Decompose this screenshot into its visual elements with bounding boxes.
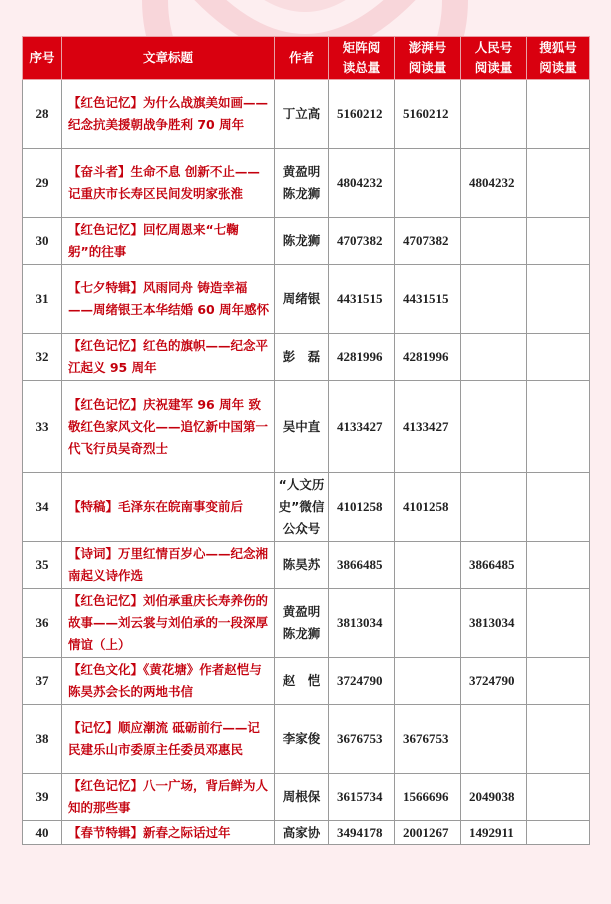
row-no: 28 (23, 80, 62, 149)
renmin-reads (461, 473, 527, 542)
pengpai-reads: 4133427 (395, 381, 461, 473)
author-line: 周绪银 (282, 291, 321, 306)
table-row (23, 542, 590, 589)
article-title: 【记忆】顺应潮流 砥砺前行——记民建乐山市委原主任委员邓惠民 (62, 705, 275, 774)
sohu-reads (527, 589, 590, 658)
author-line: 李家俊 (282, 731, 321, 746)
pengpai-reads: 4431515 (395, 265, 461, 334)
pengpai-reads: 4707382 (395, 218, 461, 265)
article-title: 【红色记忆】回忆周恩来“七鞠躬”的往事 (62, 218, 275, 265)
table-row (23, 473, 590, 542)
sohu-reads (527, 542, 590, 589)
pengpai-reads: 2001267 (395, 821, 461, 845)
article-title: 【红色记忆】刘伯承重庆长寿养伤的故事——刘云裳与刘伯承的一段深厚情谊（上） (62, 589, 275, 658)
row-no: 38 (23, 705, 62, 774)
renmin-reads: 3866485 (461, 542, 527, 589)
author (275, 381, 329, 473)
author-line: 赵 恺 (282, 673, 321, 688)
row-no: 29 (23, 149, 62, 218)
row-no: 30 (23, 218, 62, 265)
pengpai-reads: 1566696 (395, 774, 461, 821)
table-row (23, 334, 590, 381)
pengpai-reads: 4281996 (395, 334, 461, 381)
author-line: 吴中直 (282, 418, 321, 434)
matrix-total: 3676753 (329, 705, 395, 774)
article-title: 【诗词】万里红情百岁心——纪念湘南起义诗作选 (62, 542, 275, 589)
article-title: 【红色记忆】庆祝建军 96 周年 致敬红色家风文化——追忆新中国第一代飞行员吴奇烈士 (62, 381, 275, 473)
row-no: 32 (23, 334, 62, 381)
row-no: 33 (23, 381, 62, 473)
pengpai-reads (395, 542, 461, 589)
sohu-reads (527, 218, 590, 265)
author-line: 丁立高 (282, 106, 321, 121)
renmin-reads (461, 218, 527, 265)
header-renmin: 人民号 阅读量 (461, 37, 527, 80)
renmin-reads (461, 80, 527, 149)
sohu-reads (527, 80, 590, 149)
sohu-reads (527, 265, 590, 334)
row-no: 39 (23, 774, 62, 821)
renmin-reads: 3724790 (461, 658, 527, 705)
table-row (23, 821, 590, 845)
matrix-total: 3813034 (329, 589, 395, 658)
table-row (23, 774, 590, 821)
matrix-total: 4431515 (329, 265, 395, 334)
article-title: 【红色记忆】为什么战旗美如画——纪念抗美援朝战争胜利 70 周年 (62, 80, 275, 149)
article-stats-table (22, 36, 590, 845)
pengpai-reads: 5160212 (395, 80, 461, 149)
article-title: 【红色记忆】红色的旗帜——纪念平江起义 95 周年 (62, 334, 275, 381)
pengpai-reads (395, 589, 461, 658)
author (275, 218, 329, 265)
article-title: 【红色记忆】八一广场，背后鲜为人知的那些事 (62, 774, 275, 821)
article-title: 【七夕特辑】风雨同舟 铸造幸福——周绪银王本华结婚 60 周年感怀 (62, 265, 275, 334)
matrix-total: 4133427 (329, 381, 395, 473)
table-row (23, 149, 590, 218)
author (275, 542, 329, 589)
pengpai-reads (395, 149, 461, 218)
header-sohu: 搜狐号 阅读量 (527, 37, 590, 80)
author (275, 149, 329, 218)
renmin-reads: 4804232 (461, 149, 527, 218)
renmin-reads (461, 381, 527, 473)
author-line: 陈龙狮 (282, 626, 321, 641)
author (275, 265, 329, 334)
author-line: 陈龙狮 (282, 233, 321, 248)
pengpai-reads: 4101258 (395, 473, 461, 542)
table-row (23, 705, 590, 774)
row-no: 40 (23, 821, 62, 845)
pengpai-reads (395, 658, 461, 705)
sohu-reads (527, 149, 590, 218)
table-row (23, 589, 590, 658)
article-title: 【特稿】毛泽东在皖南事变前后 (62, 473, 275, 542)
table-header-row (23, 37, 590, 80)
row-no: 31 (23, 265, 62, 334)
table-row (23, 381, 590, 473)
author (275, 774, 329, 821)
renmin-reads (461, 705, 527, 774)
matrix-total: 5160212 (329, 80, 395, 149)
renmin-reads (461, 334, 527, 381)
renmin-reads: 2049038 (461, 774, 527, 821)
sohu-reads (527, 658, 590, 705)
table-row (23, 658, 590, 705)
pengpai-reads: 3676753 (395, 705, 461, 774)
renmin-reads (461, 265, 527, 334)
sohu-reads (527, 705, 590, 774)
matrix-total: 3494178 (329, 821, 395, 845)
matrix-total: 3724790 (329, 658, 395, 705)
matrix-total: 3615734 (329, 774, 395, 821)
author (275, 80, 329, 149)
matrix-total: 4707382 (329, 218, 395, 265)
article-title: 【奋斗者】生命不息 创新不止——记重庆市长寿区民间发明家张淮 (62, 149, 275, 218)
sohu-reads (527, 821, 590, 845)
table-row (23, 80, 590, 149)
author-line: 陈龙狮 (282, 186, 321, 201)
header-author: 作者 (275, 37, 329, 80)
sohu-reads (527, 473, 590, 542)
author-line: 陈昊苏 (282, 557, 321, 572)
author-line: “人文历 (278, 477, 325, 492)
renmin-reads: 3813034 (461, 589, 527, 658)
matrix-total: 4804232 (329, 149, 395, 218)
author (275, 334, 329, 381)
table-row (23, 218, 590, 265)
article-title: 【红色文化】《黄花塘》作者赵恺与陈昊苏会长的两地书信 (62, 658, 275, 705)
row-no: 34 (23, 473, 62, 542)
author-line: 史”微信 (278, 499, 325, 514)
author (275, 658, 329, 705)
author-line: 黄盈明 (282, 164, 321, 179)
sohu-reads (527, 774, 590, 821)
header-matrix-total: 矩阵阅 读总量 (329, 37, 395, 80)
author-line: 高家协 (282, 824, 321, 840)
author-line: 周根保 (282, 789, 321, 804)
author (275, 821, 329, 845)
row-no: 35 (23, 542, 62, 589)
header-pengpai: 澎湃号 阅读量 (395, 37, 461, 80)
author (275, 705, 329, 774)
header-title: 文章标题 (62, 37, 275, 80)
author-line: 公众号 (282, 521, 321, 536)
renmin-reads: 1492911 (461, 821, 527, 845)
author (275, 473, 329, 542)
header-no: 序号 (23, 37, 62, 80)
row-no: 36 (23, 589, 62, 658)
sohu-reads (527, 381, 590, 473)
matrix-total: 3866485 (329, 542, 395, 589)
matrix-total: 4101258 (329, 473, 395, 542)
sohu-reads (527, 334, 590, 381)
author-line: 彭 磊 (282, 349, 321, 364)
author-line: 黄盈明 (282, 604, 321, 619)
matrix-total: 4281996 (329, 334, 395, 381)
article-title: 【春节特辑】新春之际话过年 (62, 821, 275, 845)
row-no: 37 (23, 658, 62, 705)
author (275, 589, 329, 658)
table-row (23, 265, 590, 334)
